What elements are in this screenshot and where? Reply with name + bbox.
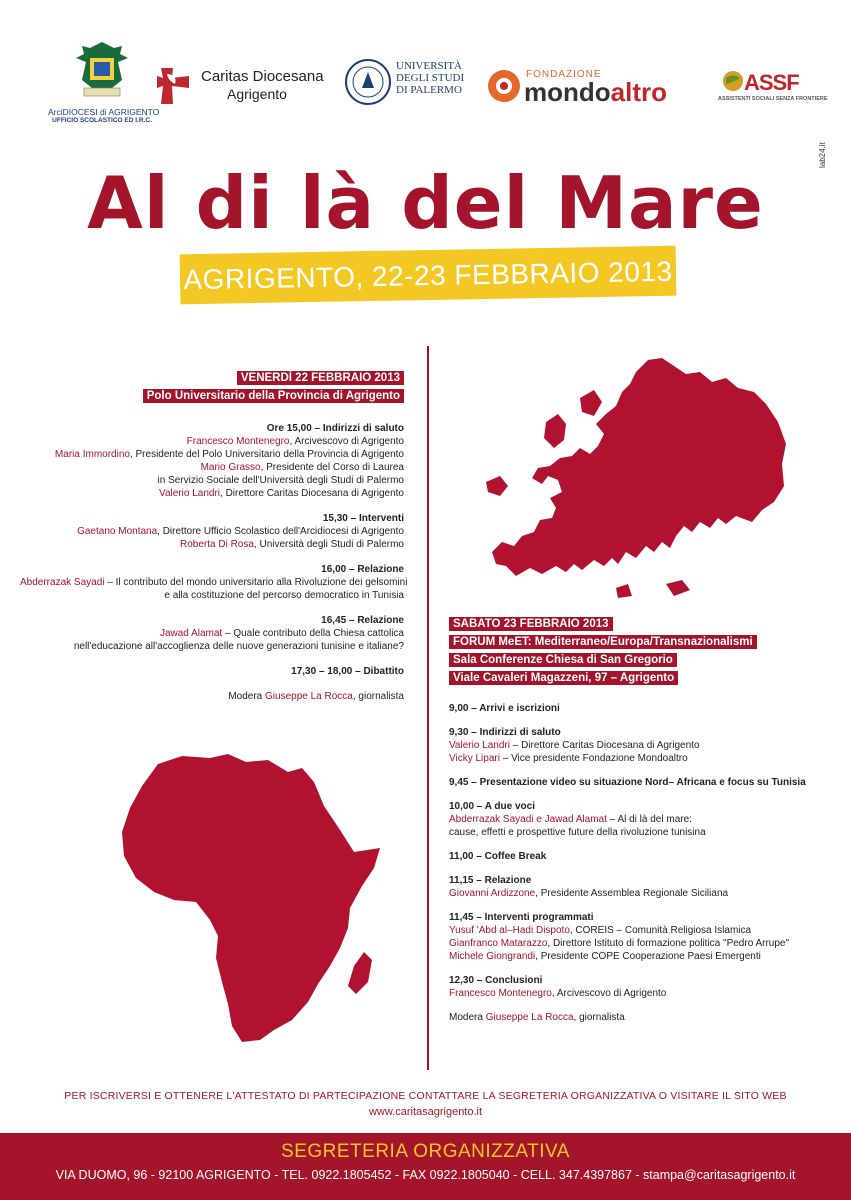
footer-contacts: VIA DUOMO, 96 - 92100 AGRIGENTO - TEL. 0922.1805452 - FAX 0922.1805040 - CELL. 347.4397867 - stampa@caritasagrigento.it xyxy=(55,1168,796,1182)
caritas-cross-icon xyxy=(155,64,195,106)
assf-name: ASSF xyxy=(744,70,799,95)
talk-title: e alla costituzione del percorso democratico in Tunisia xyxy=(164,590,404,601)
speaker-role: , Presidente del Polo Universitario della Provincia di Agrigento xyxy=(129,449,404,460)
globe-logo-icon xyxy=(486,68,522,104)
speaker-name: Gianfranco Matarazzo xyxy=(449,938,548,949)
speaker-name: Giovanni Ardizzone xyxy=(449,888,536,899)
assf-sub: ASSISTENTI SOCIALI SENZA FRONTIERE xyxy=(718,96,828,102)
logo-caritas xyxy=(155,64,325,108)
friday-s1-time: Ore 15,00 – Indirizzi di saluto xyxy=(266,423,404,434)
speaker-name: Abderrazak Sayadi xyxy=(20,577,105,588)
speaker-role: , Arcivescovo di Agrigento xyxy=(289,436,404,447)
speaker-role: , Presidente COPE Cooperazione Paesi Emergenti xyxy=(535,951,761,962)
speaker-role: – Direttore Caritas Diocesana di Agrigento xyxy=(509,740,700,751)
moderator-pre: Modera xyxy=(228,691,266,702)
talk-title: – Il contributo del mondo universitario alla Rivoluzione dei gelsomini xyxy=(104,577,408,588)
mondoaltro-part1: mondo xyxy=(524,77,611,107)
speaker-name: Yusuf 'Abd al–Hadi Dispoto xyxy=(449,925,570,936)
talk-title: nell'educazione all'accoglienza delle nuove generazioni tunisine e italiane? xyxy=(73,641,404,652)
logo-mondoaltro xyxy=(486,66,696,110)
speaker-role: in Servizio Sociale dell'Università degli Studi di Palermo xyxy=(157,475,404,486)
friday-moderator xyxy=(20,690,404,703)
arcidiocesi-line2: UFFICIO SCOLASTICO ED I.R.C. xyxy=(52,117,152,124)
speaker-role: , Arcivescovo di Agrigento xyxy=(551,988,667,999)
subtitle: AGRIGENTO, 22-23 FEBBRAIO 2013 xyxy=(183,255,673,296)
saturday-header xyxy=(449,614,809,686)
saturday-date: SABATO 23 FEBBRAIO 2013 xyxy=(449,617,613,631)
friday-s4-time: 16,45 – Relazione xyxy=(321,615,404,626)
friday-s5-time: 17,30 – 18,00 – Dibattito xyxy=(291,666,404,677)
page-title: Al di là del Mare xyxy=(87,161,764,245)
unipa-line2: DEGLI STUDI xyxy=(396,72,465,84)
speaker-name: Roberta Di Rosa xyxy=(180,539,254,550)
mondoaltro-wordmark xyxy=(524,78,667,106)
saturday-s7-time: 11,45 – Interventi programmati xyxy=(449,912,594,923)
speaker-role: , COREIS – Comunità Religiosa Islamica xyxy=(569,925,752,936)
logo-arcidiocesi xyxy=(48,40,160,124)
logo-assf xyxy=(718,68,828,108)
speaker-name: Michele Giongrandi xyxy=(449,951,536,962)
saturday-s6-time: 11,15 – Relazione xyxy=(449,875,532,886)
footer-title: SEGRETERIA ORGANIZZATIVA xyxy=(281,1141,570,1162)
saturday-s1-time: 9,00 – Arrivi e iscrizioni xyxy=(449,703,560,714)
saturday-s4-time: 10,00 – A due voci xyxy=(449,801,535,812)
logo-unipa xyxy=(344,58,464,114)
speaker-name: Mario Grasso xyxy=(200,462,261,473)
moderator-name: Giuseppe La Rocca xyxy=(485,1012,574,1023)
saturday-forum: FORUM MeET: Mediterraneo/Europa/Transnazionalismi xyxy=(449,635,757,649)
speaker-role: – Vice presidente Fondazione Mondoaltro xyxy=(499,753,688,764)
saturday-s3-time: 9,45 – Presentazione video su situazione Nord– Africana e focus su Tunisia xyxy=(449,777,806,788)
speaker-name: Vicky Lipari xyxy=(449,753,500,764)
mondoaltro-small: FONDAZIONE xyxy=(526,69,602,80)
speaker-name: Francesco Montenegro xyxy=(186,436,290,447)
saturday-address: Viale Cavaleri Magazzeni, 97 – Agrigento xyxy=(449,671,678,685)
speaker-name: Maria Immordino xyxy=(54,449,130,460)
speaker-role: , Direttore Caritas Diocesana di Agrigento xyxy=(220,488,404,499)
saturday-venue: Sala Conferenze Chiesa di San Gregorio xyxy=(449,653,677,667)
speaker-name: Valerio Landri xyxy=(159,488,221,499)
talk-title: cause, effetti e prospettive future della rivoluzione tunisina xyxy=(449,827,706,838)
column-divider xyxy=(427,346,429,1070)
mondoaltro-part2: altro xyxy=(610,77,667,107)
moderator-name: Giuseppe La Rocca xyxy=(265,691,353,702)
friday-s2-time: 15,30 – Interventi xyxy=(322,513,404,524)
saturday-s2-time: 9,30 – Indirizzi di saluto xyxy=(449,727,561,738)
speaker-name: Abderrazak Sayadi e Jawad Alamat xyxy=(449,814,607,825)
speaker-role: , Direttore Istituto di formazione politica "Pedro Arrupe" xyxy=(547,938,790,949)
europe-map-icon xyxy=(486,352,790,600)
speaker-name: Gaetano Montana xyxy=(77,526,158,537)
talk-title: – Quale contributo della Chiesa cattolica xyxy=(222,628,404,639)
speaker-role: , Università degli Studi di Palermo xyxy=(253,539,404,550)
unipa-line3: DI PALERMO xyxy=(396,84,462,96)
coat-of-arms-icon xyxy=(62,40,142,102)
moderator-role: , giornalista xyxy=(573,1012,625,1023)
friday-date: VENERDÌ 22 FEBBRAIO 2013 xyxy=(237,371,404,385)
friday-header xyxy=(20,368,404,404)
website-link[interactable]: www.caritasagrigento.it xyxy=(368,1106,483,1118)
speaker-name: Francesco Montenegro xyxy=(449,988,552,999)
unipa-line1: UNIVERSITÀ xyxy=(396,60,462,72)
speaker-name: Valerio Landri xyxy=(449,740,510,751)
registration-notice: PER ISCRIVERSI E OTTENERE L'ATTESTATO DI PARTECIPAZIONE CONTATTARE LA SEGRETERIA ORGANIZZATIVA O VISITARE IL SITO WEB xyxy=(64,1090,787,1102)
speaker-role: , Direttore Ufficio Scolastico dell'Arcidiocesi di Agrigento xyxy=(157,526,404,537)
saturday-program xyxy=(449,614,809,1024)
arcidiocesi-line1: ArciDIOCESI di AGRIGENTO xyxy=(48,107,160,117)
saturday-moderator xyxy=(449,1011,809,1024)
moderator-role: , giornalista xyxy=(352,691,404,702)
side-credit: lab24.it xyxy=(818,142,827,168)
saturday-s5-time: 11,00 – Coffee Break xyxy=(449,851,547,862)
friday-s3-time: 16,00 – Relazione xyxy=(321,564,404,575)
speaker-role: , Presidente Assemblea Regionale Siciliana xyxy=(535,888,729,899)
university-seal-icon xyxy=(344,58,392,106)
caritas-line2: Agrigento xyxy=(227,86,287,102)
moderator-pre: Modera xyxy=(449,1012,486,1023)
assf-globe-icon xyxy=(722,70,744,92)
speaker-role: , Presidente del Corso di Laurea xyxy=(260,462,404,473)
friday-program xyxy=(20,368,408,703)
talk-title: – Al di là del mare: xyxy=(606,814,692,825)
caritas-line1: Caritas Diocesana xyxy=(201,68,324,85)
saturday-s8-time: 12,30 – Conclusioni xyxy=(449,975,543,986)
friday-venue: Polo Universitario della Provincia di Agrigento xyxy=(143,389,404,403)
africa-map-icon xyxy=(118,752,392,1052)
speaker-name: Jawad Alamat xyxy=(159,628,223,639)
